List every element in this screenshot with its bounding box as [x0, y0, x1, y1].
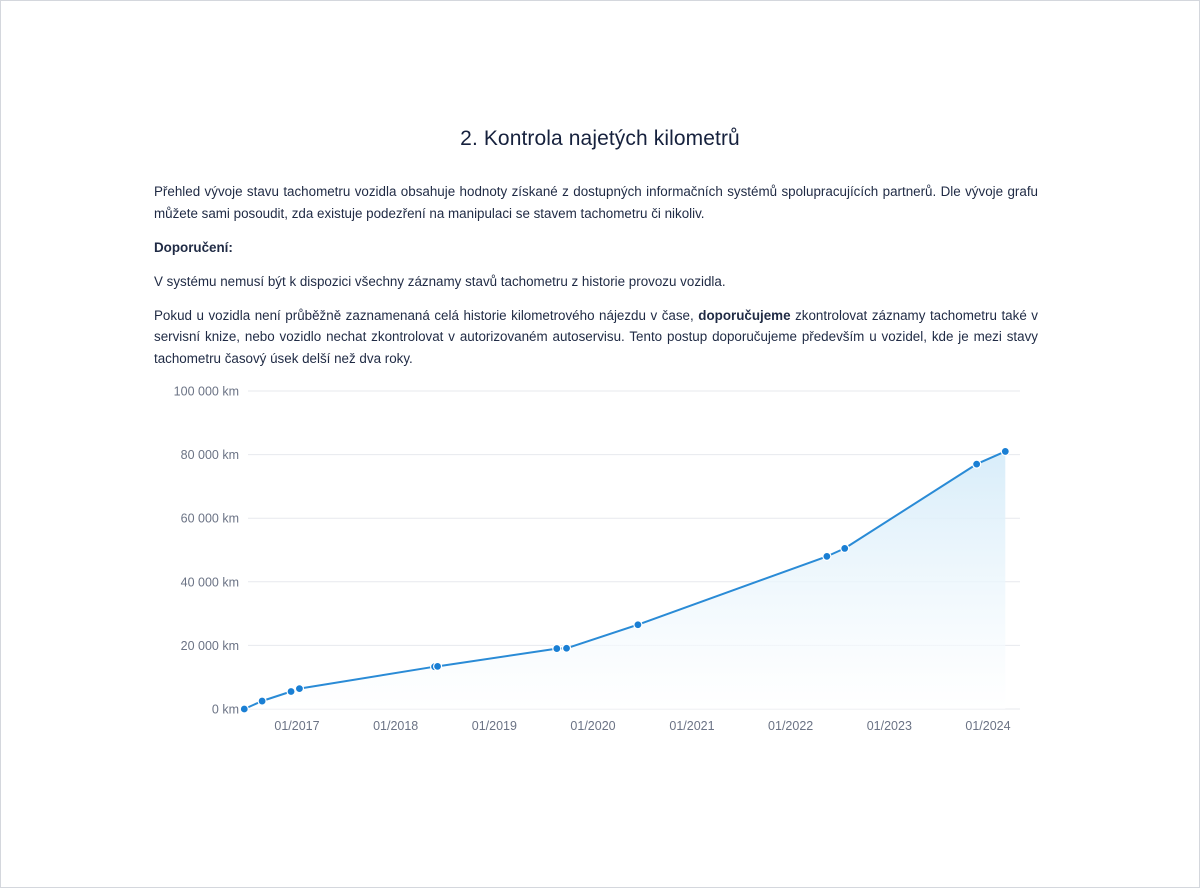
y-tick-label: 80 000 km: [180, 448, 239, 463]
x-tick-label: 01/2022: [768, 719, 814, 733]
data-point: [553, 645, 561, 653]
data-point: [258, 697, 266, 705]
data-point: [973, 460, 981, 468]
section-title: 2. Kontrola najetých kilometrů: [460, 127, 740, 150]
data-point: [434, 662, 442, 670]
advice-text-start: Pokud u vozidla není průběžně zaznamenaná celá historie kilometrového nájezdu v čase,: [154, 307, 699, 323]
advice-text-end: zkontrolovat záznamy tachometru také v servisní knize, nebo vozidlo nechat zkontrolovat v autorizovaném autoservisu. Tento postup doporučujeme především u vozidel, kde je mezi stavy tachometru časový úsek delší než dva roky.: [154, 307, 1039, 366]
y-tick-label: 0 km: [211, 702, 239, 717]
x-tick-label: 01/2020: [570, 719, 616, 733]
x-axis: [274, 719, 1010, 733]
note-paragraph: V systému nemusí být k dispozici všechny záznamy stavů tachometru z historie provozu vozidla.: [154, 273, 726, 289]
intro-paragraph: Přehled vývoje stavu tachometru vozidla obsahuje hodnoty získané z dostupných informačních systémů spolupracujících partnerů. Dle vývoje grafu můžete sami posoudit, zda existuje podezření na manipulaci se stavem tachometru či nikoliv.: [154, 184, 1038, 221]
y-tick-label: 40 000 km: [180, 575, 239, 590]
data-point: [563, 644, 571, 652]
y-tick-label: 60 000 km: [180, 511, 239, 526]
y-axis: [174, 385, 239, 717]
x-tick-label: 01/2024: [965, 719, 1011, 733]
advice-emphasis: doporučujeme: [698, 307, 791, 323]
data-point: [295, 685, 303, 693]
x-tick-label: 01/2018: [373, 719, 419, 733]
x-tick-label: 01/2023: [866, 719, 912, 733]
x-tick-label: 01/2021: [669, 719, 715, 733]
mileage-area: [244, 451, 1005, 709]
y-tick-label: 100 000 km: [173, 384, 239, 399]
x-tick-label: 01/2017: [274, 719, 320, 733]
data-point: [823, 552, 831, 560]
data-point: [287, 688, 295, 696]
data-point: [841, 544, 849, 552]
data-point: [1001, 447, 1009, 455]
x-tick-label: 01/2019: [471, 719, 517, 733]
y-tick-label: 20 000 km: [180, 638, 239, 653]
data-point: [634, 621, 642, 629]
data-point: [240, 705, 248, 713]
recommendation-heading: Doporučení:: [154, 239, 233, 255]
